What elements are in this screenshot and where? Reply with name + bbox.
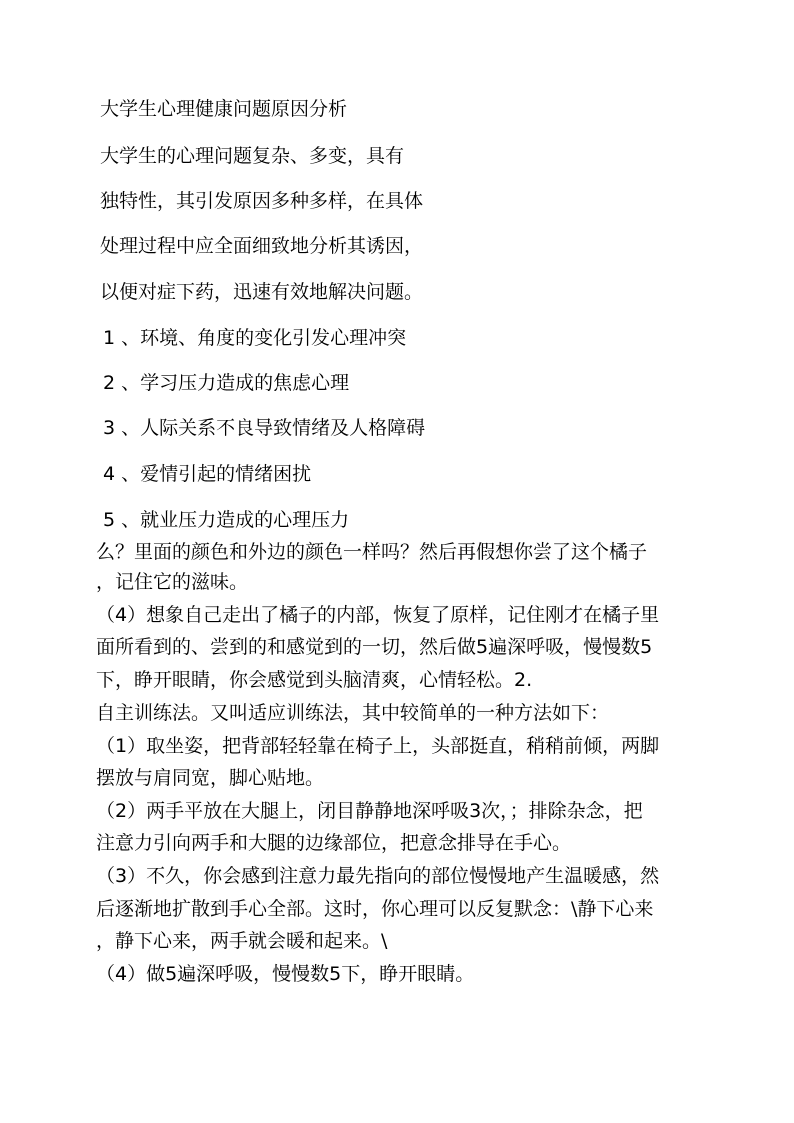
body-line: 注意力引向两手和大腿的边缘部位，把意念排导在手心。 xyxy=(96,832,572,854)
cause-item: 3 、人际关系不良导致情绪及人格障碍 xyxy=(103,417,426,439)
body-line: （4）做5遍深呼吸，慢慢数5下，睁开眼睛。 xyxy=(96,963,475,985)
intro-line: 以便对症下药，迅速有效地解决问题。 xyxy=(100,281,424,303)
body-line: （3）不久，你会感到注意力最先指向的部位慢慢地产生温暖感，然 xyxy=(96,865,660,887)
document-title: 大学生心理健康问题原因分析 xyxy=(100,98,348,120)
cause-item: 1 、环境、角度的变化引发心理冲突 xyxy=(103,327,407,349)
intro-line: 独特性，其引发原因多种多样，在具体 xyxy=(100,190,424,212)
cause-item: 4 、爱情引起的情绪困扰 xyxy=(103,463,312,485)
cause-item: 2 、学习压力造成的焦虑心理 xyxy=(103,372,350,394)
cause-item: 5 、就业压力造成的心理压力 xyxy=(103,509,350,531)
intro-line: 大学生的心理问题复杂、多变，具有 xyxy=(100,145,405,167)
body-line: 自主训练法。又叫适应训练法，其中较简单的一种方法如下： xyxy=(96,702,610,724)
body-line: 么？里面的颜色和外边的颜色一样吗？然后再假想你尝了这个橘子 xyxy=(96,541,648,563)
body-line: 摆放与肩同宽，脚心贴地。 xyxy=(96,767,325,789)
body-line: ，记住它的滋味。 xyxy=(96,571,249,593)
body-line: （1）取坐姿，把背部轻轻靠在椅子上，头部挺直，稍稍前倾，两脚 xyxy=(96,735,660,757)
body-line: 面所看到的、尝到的和感觉到的一切，然后做5遍深呼吸，慢慢数5 xyxy=(96,636,653,658)
body-line: 下，睁开眼睛，你会感觉到头脑清爽，心情轻松。2. xyxy=(96,669,533,691)
body-line: ，静下心来，两手就会暖和起来。\ xyxy=(96,930,388,952)
body-line: （4）想象自己走出了橘子的内部，恢复了原样，记住刚才在橘子里 xyxy=(96,604,660,626)
intro-line: 处理过程中应全面细致地分析其诱因， xyxy=(100,235,424,257)
body-line: 后逐渐地扩散到手心全部。这时，你心理可以反复默念：\静下心来 xyxy=(96,898,654,920)
body-line: （2）两手平放在大腿上，闭目静静地深呼吸3次，；排除杂念，把 xyxy=(96,800,643,822)
